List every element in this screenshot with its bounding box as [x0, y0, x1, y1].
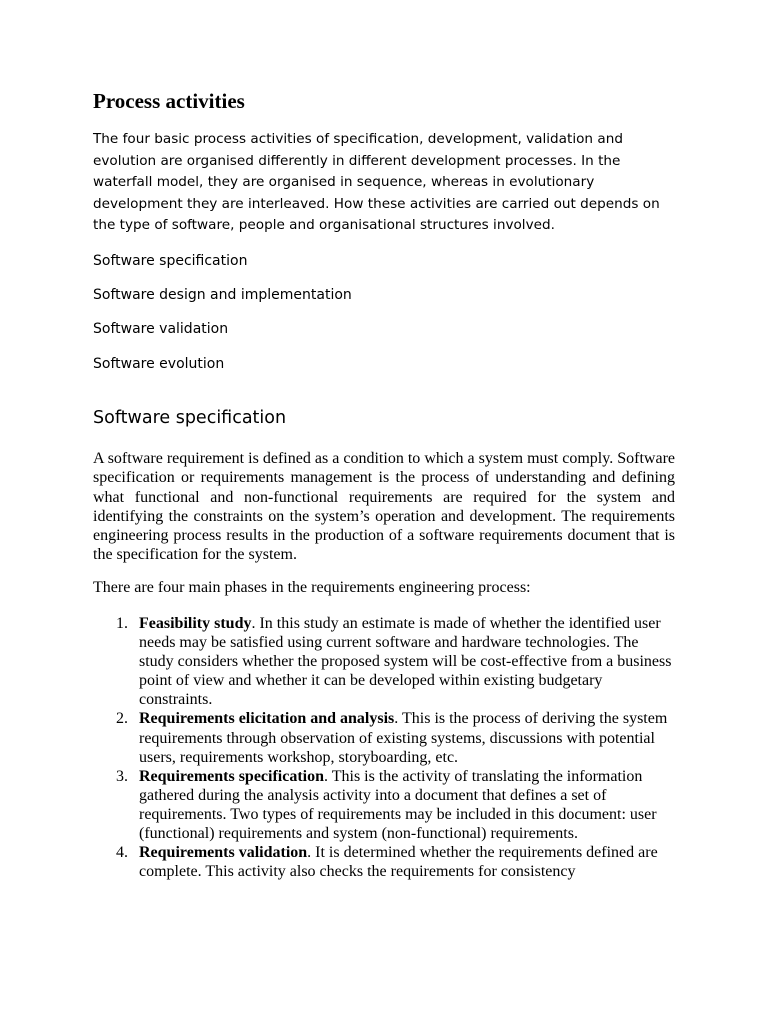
phase-description: . This is the process of deriving the system requirements through observation of existing systems, discussions with potential users, requirements workshop, storyboarding, etc. [139, 710, 668, 766]
activity-item-design-implementation: Software design and implementation [93, 287, 352, 303]
phase-name: Requirements elicitation and analysis [139, 710, 395, 728]
phase-name: Requirements validation [139, 844, 308, 862]
intro-paragraph: The four basic process activities of specification, development, validation and evolution are organised differently in different development processes. In the waterfall model, they are organised in sequence, whereas in evolutionary development they are interleaved. How these activities are carried out depends on the type of software, people and organisational structures involved. [93, 131, 660, 234]
phase-description: . This is the activity of translating the information gathered during the analysis activity into a document that defines a set of requirements. Two types of requirements may be included in this document: user (functional) requirements and system (non-functional) requirements. [139, 767, 657, 843]
section-heading: Software specification [93, 408, 287, 428]
list-number: 2. [116, 710, 128, 728]
list-item [93, 709, 675, 766]
phases-list [93, 614, 675, 881]
phase-name: Requirements specification [139, 767, 325, 785]
activity-item-specification: Software specification [93, 253, 248, 269]
activity-item-validation: Software validation [93, 321, 229, 337]
list-item [93, 767, 675, 843]
activity-item-evolution: Software evolution [93, 356, 225, 372]
list-number: 1. [116, 615, 128, 632]
phase-description: . In this study an estimate is made of whether the identified user needs may be satisfied using current software and hardware technologies. The study considers whether the proposed system will be cost-effective from a business point of view and whether it can be developed within existing budgetary constraints. [139, 615, 672, 709]
requirement-definition-paragraph: A software requirement is defined as a condition to which a system must comply. Software specification or requirements management is the process of understanding and defining what functional and non-functional requirements are required for the system and identifying the constraints on the system’s operation and development. The requirements engineering process results in the production of a software requirements document that is the specification for the system. [93, 450, 675, 564]
phase-name: Feasibility study [139, 615, 252, 632]
list-item [93, 843, 675, 881]
list-number: 3. [116, 767, 128, 785]
list-number: 4. [116, 844, 128, 862]
page-title: Process activities [93, 89, 245, 113]
phase-description: . It is determined whether the requirements defined are complete. This activity also checks the requirements for consistency [139, 844, 658, 881]
list-item [93, 614, 675, 709]
phases-intro-paragraph: There are four main phases in the requirements engineering process: [93, 579, 531, 596]
